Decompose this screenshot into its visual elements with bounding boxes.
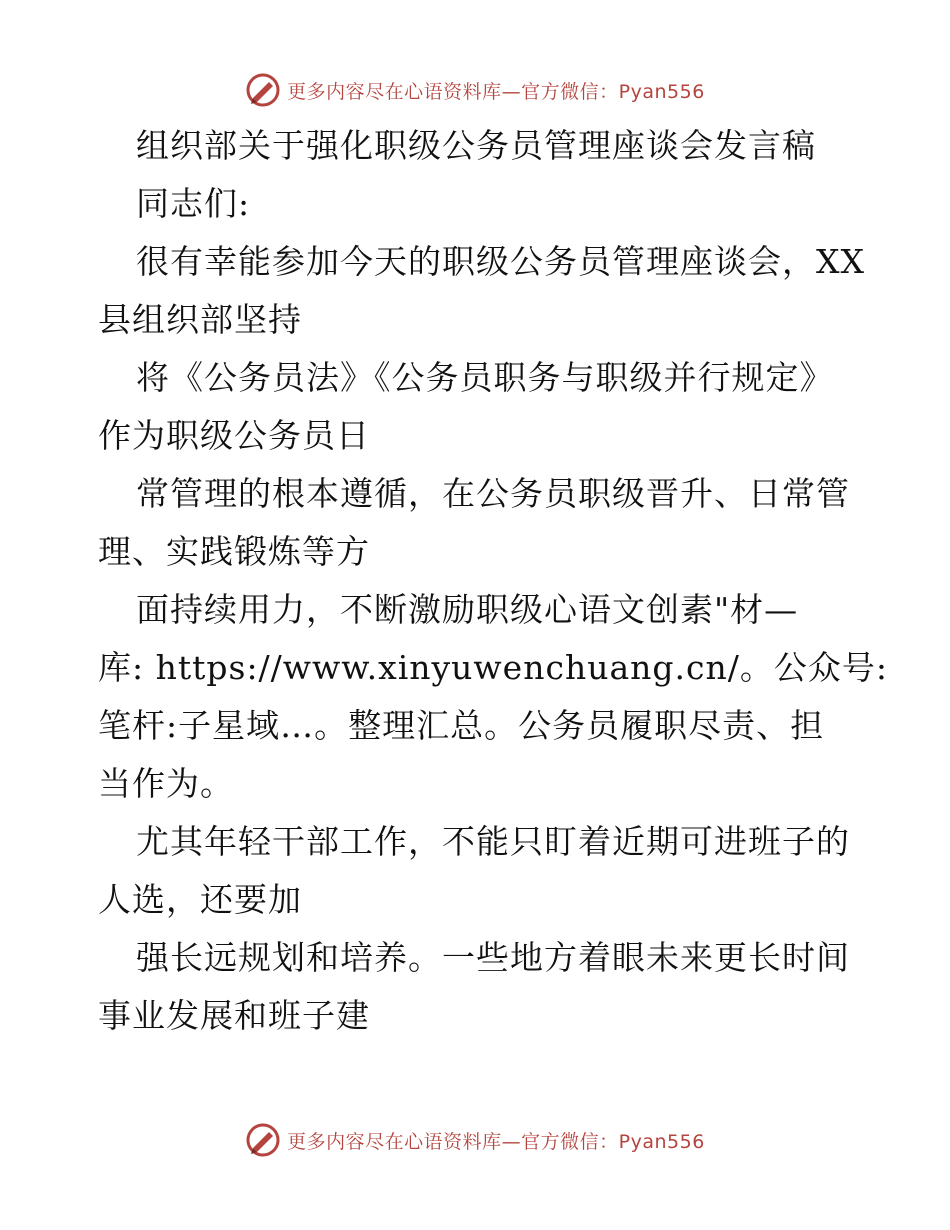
document-title: 组织部关于强化职级公务员管理座谈会发言稿: [136, 126, 816, 165]
paragraph-line: 尤其年轻干部工作，不能只盯着近期可进班子的: [136, 822, 850, 861]
paragraph-line: 理、实践锻炼等方: [98, 532, 370, 571]
paragraph-line: 县组织部坚持: [98, 300, 302, 339]
paragraph-line: 库: https://www.xinyuwenchuang.cn/。公众号:: [98, 648, 888, 687]
paragraph-line: 事业发展和班子建: [98, 996, 370, 1035]
paragraph-line: 人选，还要加: [98, 880, 302, 919]
header-banner-text: 更多内容尽在心语资料库—官方微信：Pyan556: [287, 80, 705, 103]
footer-banner: [0, 1120, 950, 1160]
paragraph-line: 将《公务员法》《公务员职务与职级并行规定》: [136, 358, 834, 397]
logo-pen-icon: [245, 1122, 281, 1158]
paragraph-line: 强长远规划和培养。一些地方着眼未来更长时间: [136, 938, 850, 977]
paragraph-line: 笔杆:子星域…。整理汇总。公务员履职尽责、担: [98, 706, 825, 745]
logo-pen-icon: [245, 72, 281, 108]
header-banner: [0, 70, 950, 110]
paragraph-line: 作为职级公务员日: [98, 416, 370, 455]
paragraph-line: 同志们:: [136, 184, 251, 223]
paragraph-line: 很有幸能参加今天的职级公务员管理座谈会，XX: [136, 242, 865, 281]
footer-banner-text: 更多内容尽在心语资料库—官方微信：Pyan556: [287, 1130, 705, 1153]
paragraph-line: 面持续用力，不断激励职级心语文创素"材—: [136, 590, 799, 629]
paragraph-line: 常管理的根本遵循，在公务员职级晋升、日常管: [136, 474, 850, 513]
paragraph-line: 当作为。: [98, 764, 234, 803]
